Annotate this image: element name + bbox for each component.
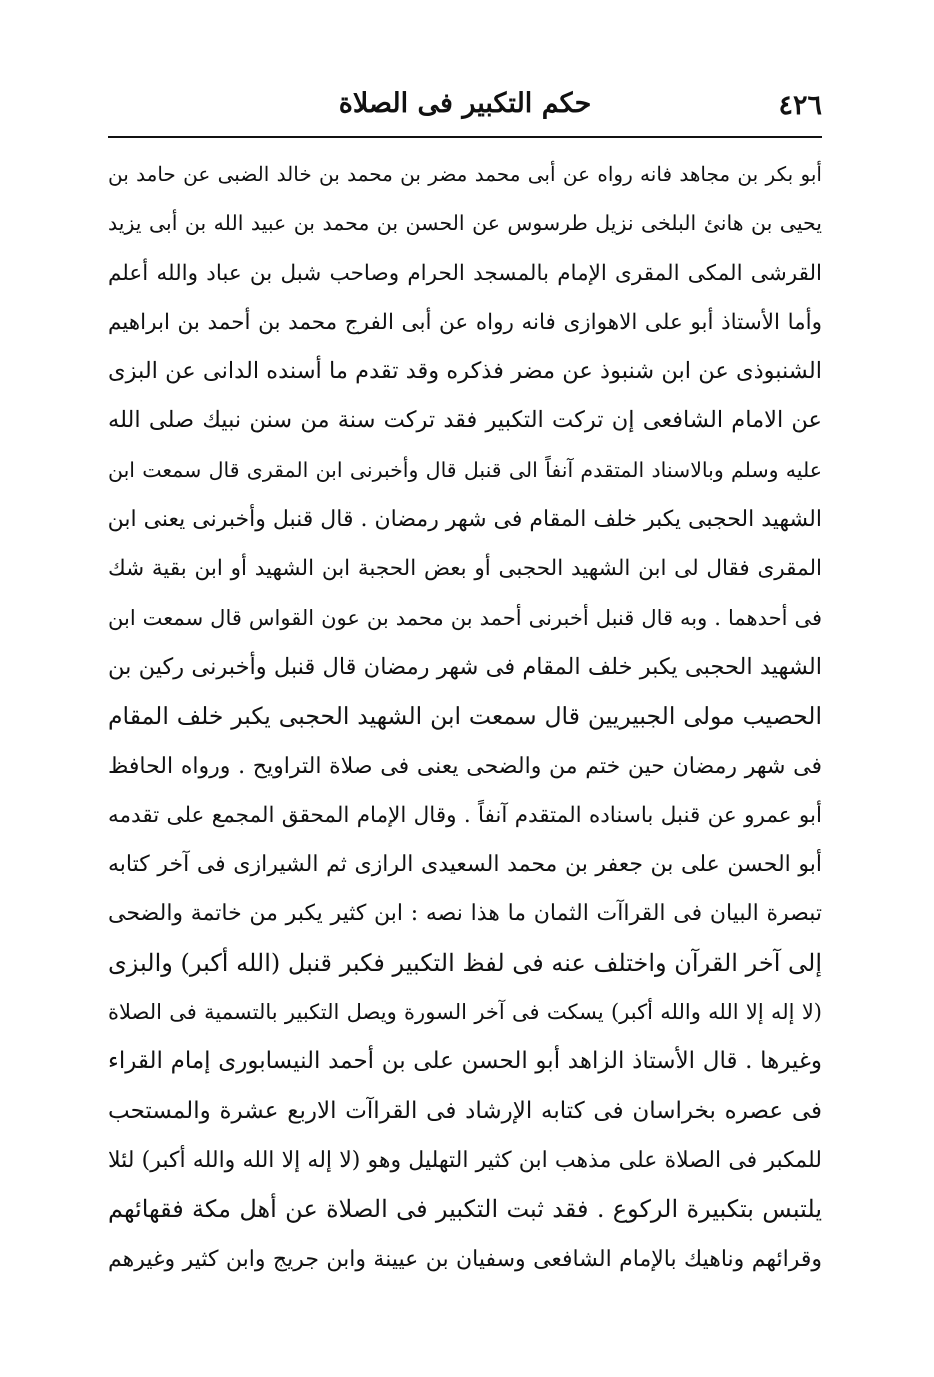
running-title: حكم التكبير فى الصلاة <box>338 88 592 119</box>
text-line: الحصيب مولى الجبيريين قال سمعت ابن الشهيد الحجبى يكبر خلف المقام <box>108 702 822 731</box>
text-line: القرشى المكى المقرى الإمام بالمسجد الحرام وصاحب شبل بن عباد والله أعلم <box>108 260 822 286</box>
text-line: يحيى بن هانئ البلخى نزيل طرسوس عن الحسن بن محمد بن عبيد الله بن أبى يزيد <box>108 211 822 236</box>
text-line: أبو بكر بن مجاهد فانه رواه عن أبى محمد مضر بن محمد بن خالد الضبى عن حامد بن <box>108 162 822 186</box>
text-line: يلتبس بتكبيرة الركوع . فقد ثبت التكبير فى الصلاة عن أهل مكة فقهائهم <box>108 1195 822 1224</box>
text-line: إلى آخر القرآن واختلف عنه فى لفظ التكبير فكبر قنبل (الله أكبر) والبزى <box>108 948 822 977</box>
text-line: وقرائهم وناهيك بالإمام الشافعى وسفيان بن عيينة وابن جريج وابن كثير وغيرهم <box>108 1246 822 1272</box>
body-text <box>108 150 822 1284</box>
text-line: الشهيد الحجبى يكبر خلف المقام فى شهر رمضان . قال قنبل وأخبرنى يعنى ابن <box>108 507 822 533</box>
text-line: (لا إله إلا الله والله أكبر) يسكت فى آخر السورة ويصل التكبير بالتسمية فى الصلاة <box>108 1000 822 1025</box>
text-line: فى عصره بخراسان فى كتابه الإرشاد فى القراآت الاربع عشرة والمستحب <box>108 1097 822 1124</box>
text-line: تبصرة البيان فى القراآت الثمان ما هذا نصه : ابن كثير يكبر من خاتمة والضحى <box>108 901 822 927</box>
text-line: أبو الحسن على بن جعفر بن محمد السعيدى الرازى ثم الشيرازى فى آخر كتابه <box>108 852 822 878</box>
text-line: أبو عمرو عن قنبل باسناده المتقدم آنفاً . وقال الإمام المحقق المجمع على تقدمه <box>108 802 822 828</box>
running-header <box>108 88 822 132</box>
text-line: للمكبر فى الصلاة على مذهب ابن كثير التهليل وهو (لا إله إلا الله والله أكبر) لئلا <box>108 1147 822 1173</box>
header-rule <box>108 136 822 138</box>
text-line: عن الامام الشافعى إن تركت التكبير فقد تركت سنة من سنن نبيك صلى الله <box>108 407 822 434</box>
text-line: وأما الأستاذ أبو على الاهوازى فانه رواه عن أبى الفرج محمد بن أحمد بن ابراهيم <box>108 309 822 335</box>
text-line: الشهيد الحجبى يكبر خلف المقام فى شهر رمضان قال قنبل وأخبرنى ركين بن <box>108 653 822 680</box>
page-number: ٤٢٦ <box>778 90 822 121</box>
text-line: الشنبوذى عن ابن شنبوذ عن مضر فذكره وقد تقدم ما أسنده الدانى عن البزى <box>108 358 822 385</box>
text-line: فى شهر رمضان حين ختم من والضحى يعنى فى صلاة التراويح . ورواه الحافظ <box>108 753 822 779</box>
text-line: عليه وسلم وبالاسناد المتقدم آنفاً الى قنبل قال وأخبرنى ابن المقرى قال سمعت ابن <box>108 457 822 482</box>
text-line: فى أحدهما . وبه قال قنبل أخبرنى أحمد بن محمد بن عون القواس قال سمعت ابن <box>108 605 822 630</box>
text-line: وغيرها . قال الأستاذ الزاهد أبو الحسن على بن أحمد النيسابورى إمام القراء <box>108 1048 822 1075</box>
text-line: المقرى فقال لى ابن الشهيد الحجبى أو بعض الحجبة ابن الشهيد أو ابن بقية شك <box>108 556 822 582</box>
